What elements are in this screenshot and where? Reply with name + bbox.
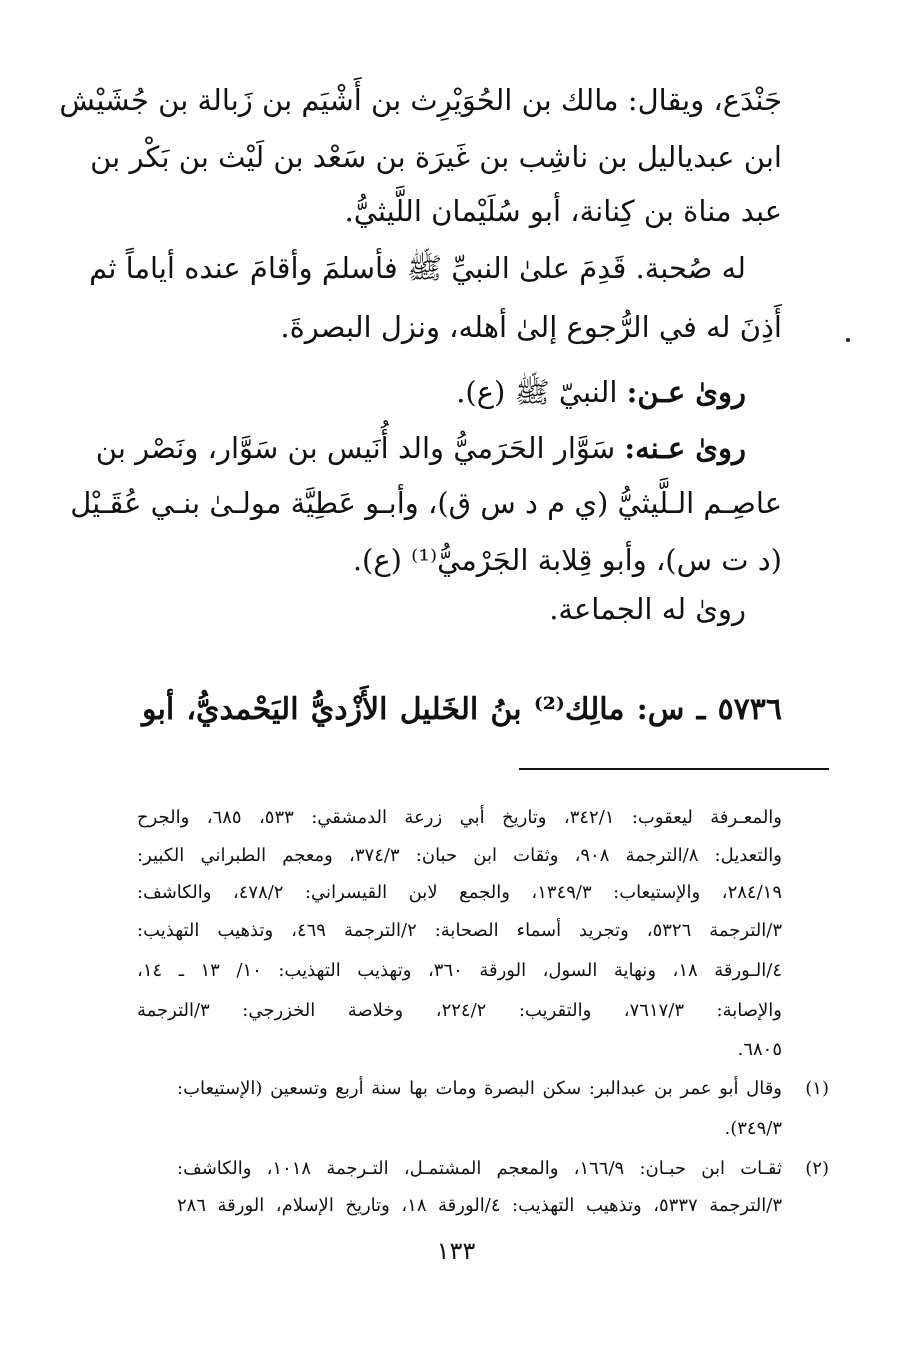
biography-line-3: عبد مناة بن كِنانة، أبو سُلَيْمان اللَّيثيُّ. [344, 194, 782, 228]
narrated-by-text-1: سَوَّار الحَرَميُّ والد أُنَيس بن سَوَّار، ونَصْر بن [95, 431, 616, 465]
narrated-by-label: روىٰ عـنه: [624, 431, 746, 465]
companion-note-text-1: له صُحبة. قَدِمَ علىٰ النبيِّ ﷺ فأسلمَ وأقامَ عنده أياماً ثم [89, 251, 746, 285]
footnote-2-number: (٢) [805, 1158, 829, 1179]
footnote-1-line-2: ٣٤٩/٣). [724, 1118, 782, 1139]
footnote-2-line-2: ٣/الترجمة ٥٣٣٧، وتذهيب التهذيب: ٤/الورقة ١٨، وتاريخ الإسلام، الورقة ٢٨٦ [177, 1195, 782, 1216]
next-entry-heading: ٥٧٣٦ ـ س: مالِك⁽²⁾ بنُ الخَليل الأَزْديُّ اليَحْمديُّ، أبو [142, 692, 783, 727]
companion-note-line-2: أَذِنَ له في الرُّجوع إلىٰ أهله، ونزل البصرةَ. [280, 310, 782, 344]
narrated-from-label: روىٰ عـن: [626, 375, 746, 409]
footnote-1-number: (١) [805, 1078, 829, 1099]
footnote-continued-line-7: ٦٨٠٥. [737, 1039, 782, 1060]
companion-note-line-1 [89, 248, 782, 288]
footnote-2-line-1: ثقـات ابن حبـان: ١٦٦/٩، والمعجم المشتمـل، التـرجمة ١٠١٨، والكاشف: [177, 1158, 783, 1179]
narrated-from-text: النبيّ ﷺ (ع). [456, 375, 618, 409]
biography-line-2: ابن عبدياليل بن ناشِب بن غَيرَة بن سَعْد بن لَيْث بن بَكْر بن [90, 140, 782, 174]
page-number: ١٣٣ [436, 1237, 476, 1265]
narrated-for-line: روىٰ له الجماعة. [549, 592, 746, 626]
narrated-by-line-1 [95, 428, 782, 468]
biography-line-1: جَنْدَع، ويقال: مالك بن الحُوَيْرِث بن أَشْيَم بن زَبالة بن جُشَيْش [59, 83, 782, 117]
footnote-continued-line-1: والمعـرفة ليعقوب: ٣٤٢/١، وتاريخ أبي زرعة الدمشقي: ٥٣٣، ٦٨٥، والجرح [137, 807, 783, 828]
narrated-by-line-2: عاصِـم الـلَّيثيُّ (ي م د س ق)، وأبـو عَطِيَّة مولـىٰ بنـي عُقَـيْل [70, 486, 782, 520]
footnote-continued-line-3: ٢٨٤/١٩، والإستيعاب: ١٣٤٩/٣، والجمع لابن القيسراني: ٤٧٨/٢، والكاشف: [137, 882, 782, 903]
narrated-from-line [142, 372, 746, 412]
narrated-by-line-3: (د ت س)، وأبو قِلابة الجَرْميُّ⁽¹⁾ (ع). [352, 543, 782, 577]
footnote-continued-line-6: والإصابة: ٧٦١٧/٣، والتقريب: ٢٢٤/٢، وخلاصة الخزرجي: ٣/الترجمة [137, 1000, 782, 1021]
footnote-continued-line-2: والتعديل: ٨/الترجمة ٩٠٨، وثقات ابن حبان: ٣٧٤/٣، ومعجم الطبراني الكبير: [137, 845, 782, 866]
footnote-1-line-1: وقال أبو عمر بن عبدالبر: سكن البصرة ومات بها سنة أربع وتسعين (الإستيعاب: [177, 1078, 782, 1099]
footnote-continued-line-5: ٤/الـورقة ١٨، ونهاية السول، الورقة ٣٦٠، وتهذيب التهذيب: ١٠/ ١٣ ـ ١٤، [137, 960, 782, 981]
margin-mark [846, 338, 850, 342]
footnote-separator [519, 768, 829, 770]
footnote-continued-line-4: ٣/الترجمة ٥٣٢٦، وتجريد أسماء الصحابة: ٢/الترجمة ٤٦٩، وتذهيب التهذيب: [137, 920, 782, 941]
